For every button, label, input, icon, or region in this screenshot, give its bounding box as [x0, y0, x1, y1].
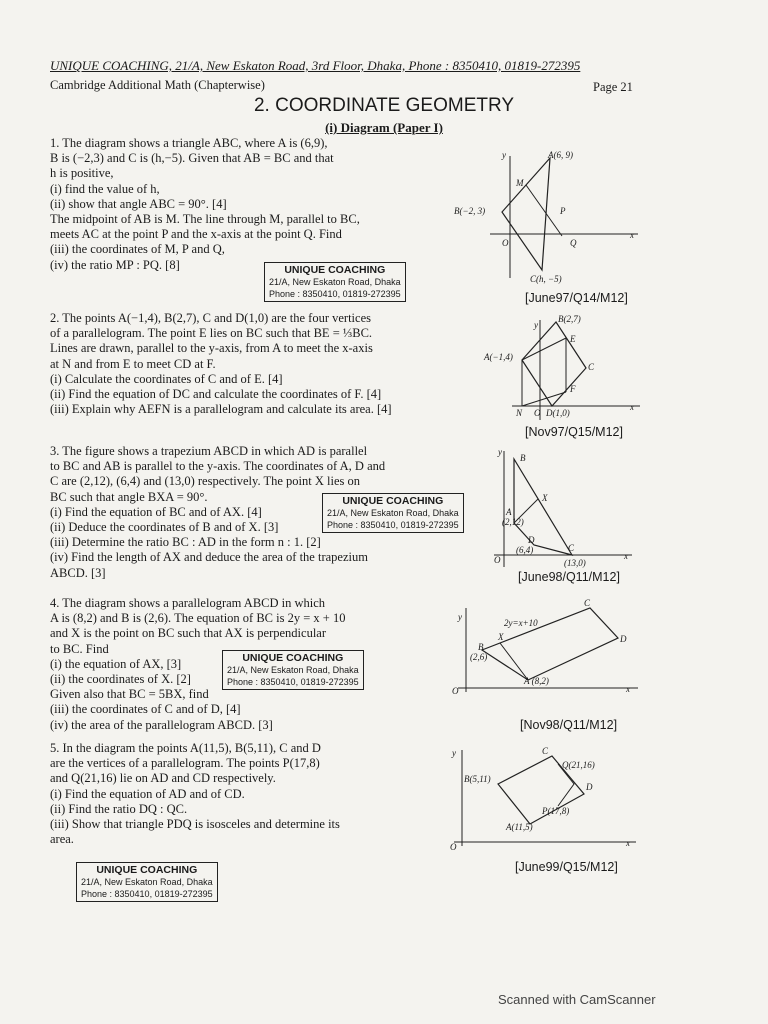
- question-1-line: (i) find the value of h,: [50, 181, 160, 196]
- question-3-line: (ii) Deduce the coordinates of B and of X. [3]: [50, 520, 279, 535]
- stamp-phone: Phone : 8350410, 01819-272395: [327, 520, 459, 530]
- coaching-stamp: [76, 862, 218, 902]
- label-c: C: [584, 598, 591, 608]
- header-line-course: Cambridge Additional Math (Chapterwise): [50, 78, 265, 92]
- question-1-line: 1. The diagram shows a triangle ABC, where A is (6,9),: [50, 136, 328, 150]
- reference-q5: [June99/Q15/M12]: [515, 860, 618, 874]
- question-2-line: (i) Calculate the coordinates of C and of E. [4]: [50, 371, 283, 386]
- line-ae: [522, 338, 566, 360]
- label-d: D: [528, 535, 535, 545]
- label-c: C: [568, 543, 575, 553]
- label-y: y: [502, 150, 506, 160]
- question-2-line: Lines are drawn, parallel to the y-axis, from A to meet the x-axis: [50, 341, 373, 356]
- label-c: C: [542, 746, 549, 756]
- label-y: y: [452, 748, 456, 758]
- page-title: 2. COORDINATE GEOMETRY: [253, 95, 515, 116]
- label-c: C: [588, 362, 595, 372]
- label-d: D: [620, 634, 627, 644]
- question-4-line: 4. The diagram shows a parallelogram ABCD in which: [50, 596, 326, 610]
- stamp-address: 21/A, New Eskaton Road, Dhaka: [227, 665, 359, 675]
- label-a-coord: (2,12): [502, 517, 524, 527]
- reference-q1: [June97/Q14/M12]: [525, 291, 628, 305]
- label-y: y: [458, 612, 462, 622]
- stamp-phone: Phone : 8350410, 01819-272395: [269, 289, 401, 299]
- question-1-line: (ii) show that angle ABC = 90°. [4]: [50, 196, 227, 211]
- label-b-coord: (2,6): [470, 652, 488, 662]
- stamp-address: 21/A, New Eskaton Road, Dhaka: [81, 877, 213, 887]
- label-x-point: X: [498, 632, 504, 642]
- label-a: A (8,2): [524, 676, 549, 686]
- question-5: [50, 741, 340, 847]
- reference-q2: [Nov97/Q15/M12]: [525, 425, 623, 439]
- question-5-line: area.: [50, 832, 74, 847]
- question-1-line: h is positive,: [50, 166, 114, 181]
- question-5-line: 5. In the diagram the points A(11,5), B(5,11), C and D: [50, 741, 321, 755]
- question-3-line: (iv) Find the length of AX and deduce the area of the trapezium: [50, 550, 368, 565]
- reference-q4: [Nov98/Q11/M12]: [520, 718, 618, 732]
- question-1: [50, 136, 360, 273]
- coaching-stamp: [264, 262, 406, 302]
- stamp-address: 21/A, New Eskaton Road, Dhaka: [327, 508, 459, 518]
- label-a: A(11,5): [506, 822, 533, 832]
- question-2-line: at N and from E to meet CD at F.: [50, 356, 216, 371]
- stamp-name: UNIQUE COACHING: [96, 864, 198, 876]
- question-4-line: to BC. Find: [50, 641, 109, 656]
- label-q: Q(21,16): [562, 760, 595, 770]
- question-4-line: (i) the equation of AX, [3]: [50, 656, 182, 671]
- label-x-point: X: [542, 493, 548, 503]
- question-4-line: (iii) the coordinates of C and of D, [4]: [50, 702, 241, 717]
- reference-q3: [June98/Q11/M12]: [518, 570, 620, 584]
- question-1-line: (iii) the coordinates of M, P and Q,: [50, 242, 225, 257]
- line-ax: [500, 643, 528, 680]
- label-y: y: [534, 320, 538, 330]
- triangle-pdq: [558, 764, 574, 806]
- label-p: P: [560, 206, 566, 216]
- page-number: Page 21: [593, 80, 633, 94]
- label-d: D: [586, 782, 593, 792]
- stamp-phone: Phone : 8350410, 01819-272395: [81, 889, 213, 899]
- label-p: P(17,8): [542, 806, 570, 816]
- question-1-line: B is (−2,3) and C is (h,−5). Given that AB = BC and that: [50, 151, 334, 166]
- question-3-line: ABCD. [3]: [50, 565, 106, 580]
- question-3-line: 3. The figure shows a trapezium ABCD in which AD is parallel: [50, 444, 368, 458]
- figure-q5-parallelogram: [448, 744, 638, 856]
- question-2-line: of a parallelogram. The point E lies on BC such that BE = ⅓BC.: [50, 326, 373, 341]
- stamp-name: UNIQUE COACHING: [284, 264, 386, 276]
- question-1-line: The midpoint of AB is M. The line through M, parallel to BC,: [50, 212, 360, 227]
- label-f: F: [570, 384, 576, 394]
- question-5-line: and Q(21,16) lie on AD and CD respectively.: [50, 771, 276, 786]
- label-x: x: [630, 230, 634, 240]
- coaching-stamp: [322, 493, 464, 533]
- label-b: B: [478, 642, 484, 652]
- question-2-line: (iii) Explain why AEFN is a parallelogram and calculate its area. [4]: [50, 402, 392, 417]
- figure-q1-triangle: [450, 148, 640, 288]
- question-3-line: (iii) Determine the ratio BC : AD in the form n : 1. [2]: [50, 535, 321, 550]
- label-y: y: [498, 447, 502, 457]
- question-4-line: (iv) the area of the parallelogram ABCD. [3]: [50, 717, 273, 732]
- question-2: [50, 311, 392, 417]
- header-line-coaching: UNIQUE COACHING, 21/A, New Eskaton Road, 3rd Floor, Dhaka, Phone : 8350410, 01819-272395: [50, 58, 581, 73]
- label-o: O: [452, 686, 459, 696]
- coaching-stamp: [222, 650, 364, 690]
- label-o: O: [450, 842, 457, 852]
- scanner-watermark: Scanned with CamScanner: [498, 992, 656, 1007]
- question-3-line: BC such that angle BXA = 90°.: [50, 489, 208, 504]
- label-x: x: [630, 402, 634, 412]
- trapezium-abcd: [514, 459, 572, 555]
- figure-q3-trapezium: [484, 445, 634, 571]
- line-mq: [526, 185, 562, 236]
- label-bc-equation: 2y=x+10: [504, 618, 538, 628]
- label-b: B: [520, 453, 526, 463]
- question-5-line: (iii) Show that triangle PDQ is isosceles and determine its: [50, 817, 340, 832]
- figure-q4-parallelogram: [444, 598, 640, 700]
- question-5-line: (i) Find the equation of AD and of CD.: [50, 786, 245, 801]
- parallelogram-abcd: [482, 608, 618, 680]
- label-o: O: [534, 408, 541, 418]
- label-m: M: [516, 178, 524, 188]
- label-c: C(h, −5): [530, 274, 562, 284]
- label-o: O: [502, 238, 509, 248]
- section-subtitle: (i) Diagram (Paper I): [325, 120, 443, 135]
- question-3-line: (i) Find the equation of BC and of AX. [4]: [50, 504, 262, 519]
- label-n: N: [516, 408, 523, 418]
- stamp-phone: Phone : 8350410, 01819-272395: [227, 677, 359, 687]
- stamp-name: UNIQUE COACHING: [342, 495, 444, 507]
- question-5-line: (ii) Find the ratio DQ : QC.: [50, 801, 188, 816]
- question-4-line: Given also that BC = 5BX, find: [50, 687, 209, 702]
- label-o: O: [494, 555, 501, 565]
- question-2-line: (ii) Find the equation of DC and calculate the coordinates of F. [4]: [50, 387, 382, 402]
- label-x: x: [626, 838, 630, 848]
- question-2-line: 2. The points A(−1,4), B(2,7), C and D(1,0) are the four vertices: [50, 311, 371, 325]
- label-b: B(2,7): [558, 314, 581, 324]
- label-b: B(−2, 3): [454, 206, 486, 216]
- figure-q2-parallelogram: [482, 312, 642, 424]
- question-4-line: (ii) the coordinates of X. [2]: [50, 672, 191, 687]
- question-4-line: A is (8,2) and B is (2,6). The equation of BC is 2y = x + 10: [50, 611, 346, 626]
- label-d: D(1,0): [546, 408, 570, 418]
- question-1-line: (iv) the ratio MP : PQ. [8]: [50, 257, 180, 272]
- question-3-line: C are (2,12), (6,4) and (13,0) respectively. The point X lies on: [50, 474, 360, 489]
- question-1-line: meets AC at the point P and the x-axis at the point Q. Find: [50, 227, 342, 242]
- label-d-coord: (6,4): [516, 545, 534, 555]
- triangle-abc: [502, 158, 550, 270]
- label-a: A(−1,4): [484, 352, 513, 362]
- label-q: Q: [570, 238, 577, 248]
- question-3-line: to BC and AB is parallel to the y-axis. The coordinates of A, D and: [50, 459, 386, 474]
- label-c-coord: (13,0): [564, 558, 586, 568]
- question-5-line: are the vertices of a parallelogram. The points P(17,8): [50, 756, 320, 771]
- label-x: x: [624, 551, 628, 561]
- label-x: x: [626, 684, 630, 694]
- parallelogram-abcd: [522, 322, 586, 406]
- label-e: E: [570, 334, 576, 344]
- label-a: A(6, 9): [548, 150, 573, 160]
- stamp-address: 21/A, New Eskaton Road, Dhaka: [269, 277, 401, 287]
- label-a: A: [506, 507, 512, 517]
- label-b: B(5,11): [464, 774, 491, 784]
- stamp-name: UNIQUE COACHING: [242, 652, 344, 664]
- question-4-line: and X is the point on BC such that AX is perpendicular: [50, 626, 327, 641]
